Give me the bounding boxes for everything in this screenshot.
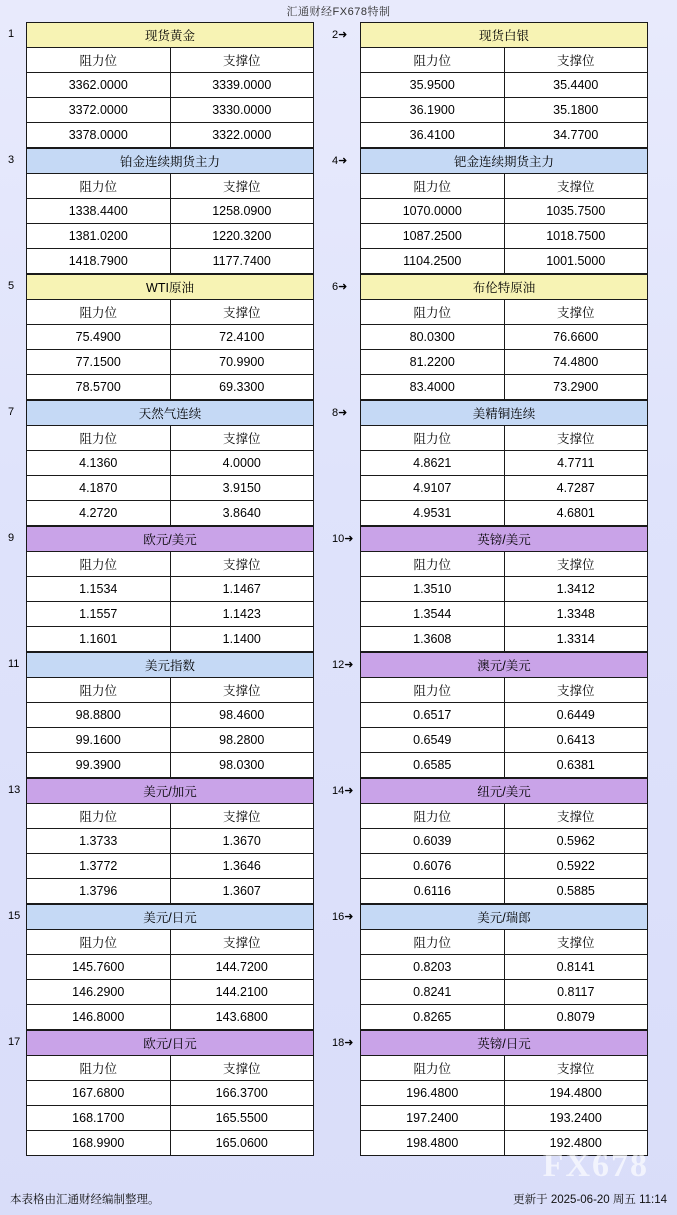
quote-table [360, 778, 648, 904]
support-value: 0.8079 [504, 1005, 648, 1030]
quote-block [6, 778, 314, 904]
support-header: 支撑位 [504, 804, 648, 829]
table-row [27, 123, 314, 148]
support-value: 98.4600 [170, 703, 314, 728]
table-row [27, 501, 314, 526]
table-row [27, 753, 314, 778]
resistance-value: 75.4900 [27, 325, 171, 350]
resistance-value: 4.8621 [361, 451, 505, 476]
resistance-header: 阻力位 [361, 1056, 505, 1081]
support-header: 支撑位 [170, 930, 314, 955]
resistance-value: 0.6585 [361, 753, 505, 778]
resistance-value: 1.1534 [27, 577, 171, 602]
support-value: 35.4400 [504, 73, 648, 98]
instrument-title: 天然气连续 [27, 401, 314, 426]
resistance-value: 168.1700 [27, 1106, 171, 1131]
block-index: 6➜ [332, 281, 348, 293]
resistance-value: 78.5700 [27, 375, 171, 400]
support-value: 1.3412 [504, 577, 648, 602]
table-row [361, 1106, 648, 1131]
support-header: 支撑位 [504, 552, 648, 577]
support-value: 144.2100 [170, 980, 314, 1005]
resistance-value: 0.6116 [361, 879, 505, 904]
resistance-value: 4.2720 [27, 501, 171, 526]
support-value: 1035.7500 [504, 199, 648, 224]
table-row [361, 728, 648, 753]
table-row [27, 879, 314, 904]
table-row [27, 854, 314, 879]
block-index: 5 [8, 280, 15, 292]
support-header: 支撑位 [504, 930, 648, 955]
instrument-title: 纽元/美元 [361, 779, 648, 804]
support-value: 76.6600 [504, 325, 648, 350]
quote-block [6, 1030, 314, 1156]
resistance-value: 77.1500 [27, 350, 171, 375]
block-index: 18➜ [332, 1037, 354, 1049]
quote-table [360, 526, 648, 652]
resistance-value: 1104.2500 [361, 249, 505, 274]
support-value: 0.8117 [504, 980, 648, 1005]
quote-block [330, 904, 648, 1030]
quote-block [6, 148, 314, 274]
resistance-value: 3378.0000 [27, 123, 171, 148]
support-value: 0.6413 [504, 728, 648, 753]
resistance-value: 0.8203 [361, 955, 505, 980]
resistance-header: 阻力位 [361, 426, 505, 451]
instrument-title: 美精铜连续 [361, 401, 648, 426]
support-value: 144.7200 [170, 955, 314, 980]
resistance-value: 145.7600 [27, 955, 171, 980]
quote-table [26, 274, 314, 400]
resistance-value: 1.3510 [361, 577, 505, 602]
table-row [361, 602, 648, 627]
resistance-header: 阻力位 [361, 48, 505, 73]
footer-updated-value: 2025-06-20 周五 11:14 [550, 1194, 667, 1206]
resistance-header: 阻力位 [27, 48, 171, 73]
quote-block [330, 22, 648, 148]
table-row [361, 98, 648, 123]
table-row [27, 980, 314, 1005]
resistance-value: 1.3733 [27, 829, 171, 854]
block-index: 12➜ [332, 659, 354, 671]
block-index: 2➜ [332, 29, 348, 41]
support-header: 支撑位 [170, 426, 314, 451]
table-row [27, 1106, 314, 1131]
table-row [361, 224, 648, 249]
block-index: 10➜ [332, 533, 354, 545]
support-header: 支撑位 [504, 1056, 648, 1081]
quote-block [6, 400, 314, 526]
support-value: 1001.5000 [504, 249, 648, 274]
resistance-header: 阻力位 [361, 930, 505, 955]
resistance-value: 1070.0000 [361, 199, 505, 224]
instrument-title: 澳元/美元 [361, 653, 648, 678]
support-value: 0.6449 [504, 703, 648, 728]
table-row [27, 73, 314, 98]
table-row [361, 829, 648, 854]
resistance-value: 146.2900 [27, 980, 171, 1005]
resistance-value: 99.3900 [27, 753, 171, 778]
resistance-value: 197.2400 [361, 1106, 505, 1131]
table-row [27, 627, 314, 652]
resistance-value: 99.1600 [27, 728, 171, 753]
table-row [27, 1131, 314, 1156]
footer-bar [0, 1183, 677, 1215]
support-value: 1.3314 [504, 627, 648, 652]
resistance-value: 1.1601 [27, 627, 171, 652]
table-row [361, 325, 648, 350]
resistance-header: 阻力位 [361, 552, 505, 577]
table-row [361, 577, 648, 602]
support-value: 3322.0000 [170, 123, 314, 148]
resistance-value: 98.8800 [27, 703, 171, 728]
table-row [361, 451, 648, 476]
quote-table [26, 1030, 314, 1156]
instrument-title: 欧元/美元 [27, 527, 314, 552]
footer-note: 本表格由汇通财经编制整理。 [10, 1194, 160, 1206]
brand-label: 汇通财经FX678特制 [286, 6, 391, 18]
quote-block [330, 400, 648, 526]
quotes-row [6, 274, 671, 400]
quotes-row [6, 652, 671, 778]
instrument-title: 美元/加元 [27, 779, 314, 804]
quote-block [330, 526, 648, 652]
table-row [27, 602, 314, 627]
resistance-header: 阻力位 [361, 300, 505, 325]
table-row [361, 350, 648, 375]
resistance-header: 阻力位 [361, 678, 505, 703]
support-value: 3339.0000 [170, 73, 314, 98]
table-row [361, 703, 648, 728]
support-value: 1.3348 [504, 602, 648, 627]
support-value: 73.2900 [504, 375, 648, 400]
instrument-title: 美元指数 [27, 653, 314, 678]
table-row [27, 325, 314, 350]
table-row [27, 249, 314, 274]
quote-table [360, 904, 648, 1030]
resistance-value: 168.9900 [27, 1131, 171, 1156]
table-row [361, 476, 648, 501]
support-value: 1.3670 [170, 829, 314, 854]
table-row [27, 224, 314, 249]
resistance-value: 83.4000 [361, 375, 505, 400]
resistance-header: 阻力位 [27, 174, 171, 199]
resistance-value: 1.3544 [361, 602, 505, 627]
quotes-row [6, 1030, 671, 1156]
resistance-value: 3362.0000 [27, 73, 171, 98]
support-value: 193.2400 [504, 1106, 648, 1131]
support-value: 1.1467 [170, 577, 314, 602]
quote-table [26, 400, 314, 526]
quote-table [26, 904, 314, 1030]
quote-block [6, 274, 314, 400]
instrument-title: 钯金连续期货主力 [361, 149, 648, 174]
support-value: 143.6800 [170, 1005, 314, 1030]
instrument-title: 现货黄金 [27, 23, 314, 48]
resistance-header: 阻力位 [27, 678, 171, 703]
support-header: 支撑位 [170, 678, 314, 703]
support-value: 3.8640 [170, 501, 314, 526]
support-header: 支撑位 [170, 174, 314, 199]
resistance-value: 1087.2500 [361, 224, 505, 249]
quote-table [360, 22, 648, 148]
support-header: 支撑位 [170, 804, 314, 829]
table-row [27, 1081, 314, 1106]
support-value: 165.0600 [170, 1131, 314, 1156]
resistance-value: 81.2200 [361, 350, 505, 375]
quote-table [26, 778, 314, 904]
quote-block [330, 1030, 648, 1156]
resistance-value: 0.6076 [361, 854, 505, 879]
support-value: 0.5885 [504, 879, 648, 904]
block-index: 11 [8, 658, 20, 670]
resistance-header: 阻力位 [361, 804, 505, 829]
table-row [361, 199, 648, 224]
block-index: 8➜ [332, 407, 348, 419]
quote-table [360, 1030, 648, 1156]
support-header: 支撑位 [504, 48, 648, 73]
table-row [27, 703, 314, 728]
support-header: 支撑位 [170, 48, 314, 73]
block-index: 14➜ [332, 785, 354, 797]
instrument-title: 布伦特原油 [361, 275, 648, 300]
resistance-value: 1.1557 [27, 602, 171, 627]
table-row [361, 879, 648, 904]
table-row [361, 501, 648, 526]
support-value: 166.3700 [170, 1081, 314, 1106]
quote-block [330, 652, 648, 778]
block-index: 1 [8, 28, 15, 40]
resistance-value: 36.4100 [361, 123, 505, 148]
support-value: 72.4100 [170, 325, 314, 350]
footer-updated [513, 1191, 667, 1207]
table-row [361, 249, 648, 274]
support-value: 0.8141 [504, 955, 648, 980]
resistance-header: 阻力位 [27, 804, 171, 829]
table-row [27, 451, 314, 476]
quote-table [360, 652, 648, 778]
table-row [27, 375, 314, 400]
quotes-row [6, 148, 671, 274]
watermark-text: FX678 [542, 1147, 649, 1184]
support-header: 支撑位 [504, 426, 648, 451]
support-header: 支撑位 [170, 552, 314, 577]
support-value: 74.4800 [504, 350, 648, 375]
quote-table [360, 148, 648, 274]
table-row [361, 375, 648, 400]
support-value: 165.5500 [170, 1106, 314, 1131]
resistance-value: 1418.7900 [27, 249, 171, 274]
resistance-header: 阻力位 [27, 426, 171, 451]
support-value: 1.3607 [170, 879, 314, 904]
support-value: 1018.7500 [504, 224, 648, 249]
resistance-header: 阻力位 [361, 174, 505, 199]
footer-updated-prefix: 更新于 [513, 1194, 548, 1206]
resistance-header: 阻力位 [27, 552, 171, 577]
table-row [361, 73, 648, 98]
support-value: 1177.7400 [170, 249, 314, 274]
quote-table [26, 22, 314, 148]
table-row [361, 980, 648, 1005]
quote-table [26, 148, 314, 274]
quotes-row [6, 904, 671, 1030]
instrument-title: 欧元/日元 [27, 1031, 314, 1056]
resistance-value: 1.3796 [27, 879, 171, 904]
quotes-row [6, 526, 671, 652]
quote-table [26, 652, 314, 778]
resistance-header: 阻力位 [27, 930, 171, 955]
support-header: 支撑位 [170, 300, 314, 325]
resistance-value: 1.3772 [27, 854, 171, 879]
resistance-header: 阻力位 [27, 300, 171, 325]
table-row [361, 123, 648, 148]
table-row [361, 753, 648, 778]
table-row [27, 728, 314, 753]
resistance-value: 4.1870 [27, 476, 171, 501]
table-row [361, 955, 648, 980]
resistance-value: 4.1360 [27, 451, 171, 476]
resistance-value: 1338.4400 [27, 199, 171, 224]
resistance-value: 0.8265 [361, 1005, 505, 1030]
support-value: 0.5922 [504, 854, 648, 879]
table-row [361, 1131, 648, 1156]
resistance-value: 4.9107 [361, 476, 505, 501]
block-index: 7 [8, 406, 15, 418]
resistance-value: 0.6039 [361, 829, 505, 854]
quotes-row [6, 778, 671, 904]
resistance-value: 3372.0000 [27, 98, 171, 123]
instrument-title: 英镑/日元 [361, 1031, 648, 1056]
support-value: 0.6381 [504, 753, 648, 778]
support-value: 70.9900 [170, 350, 314, 375]
block-index: 16➜ [332, 911, 354, 923]
support-header: 支撑位 [504, 300, 648, 325]
support-value: 3330.0000 [170, 98, 314, 123]
instrument-title: 铂金连续期货主力 [27, 149, 314, 174]
resistance-value: 196.4800 [361, 1081, 505, 1106]
quotes-row [6, 400, 671, 526]
resistance-value: 36.1900 [361, 98, 505, 123]
instrument-title: 美元/瑞郎 [361, 905, 648, 930]
support-value: 34.7700 [504, 123, 648, 148]
block-index: 9 [8, 532, 15, 544]
support-value: 4.7287 [504, 476, 648, 501]
block-index: 17 [8, 1036, 21, 1048]
table-row [361, 854, 648, 879]
resistance-value: 198.4800 [361, 1131, 505, 1156]
resistance-value: 0.6549 [361, 728, 505, 753]
block-index: 15 [8, 910, 21, 922]
support-value: 194.4800 [504, 1081, 648, 1106]
instrument-title: 美元/日元 [27, 905, 314, 930]
resistance-value: 0.6517 [361, 703, 505, 728]
table-row [27, 955, 314, 980]
quote-table [26, 526, 314, 652]
quote-block [6, 22, 314, 148]
header-brand-bar [0, 0, 677, 22]
block-index: 3 [8, 154, 15, 166]
resistance-value: 35.9500 [361, 73, 505, 98]
block-index: 13 [8, 784, 21, 796]
support-value: 35.1800 [504, 98, 648, 123]
support-value: 4.6801 [504, 501, 648, 526]
support-value: 0.5962 [504, 829, 648, 854]
table-row [361, 1005, 648, 1030]
table-row [27, 1005, 314, 1030]
resistance-value: 146.8000 [27, 1005, 171, 1030]
quote-block [330, 778, 648, 904]
support-value: 69.3300 [170, 375, 314, 400]
instrument-title: WTI原油 [27, 275, 314, 300]
support-value: 1.1423 [170, 602, 314, 627]
support-header: 支撑位 [504, 678, 648, 703]
support-value: 4.0000 [170, 451, 314, 476]
table-row [27, 577, 314, 602]
support-header: 支撑位 [504, 174, 648, 199]
resistance-value: 4.9531 [361, 501, 505, 526]
resistance-header: 阻力位 [27, 1056, 171, 1081]
support-value: 3.9150 [170, 476, 314, 501]
support-header: 支撑位 [170, 1056, 314, 1081]
support-value: 192.4800 [504, 1131, 648, 1156]
resistance-value: 167.6800 [27, 1081, 171, 1106]
table-row [361, 627, 648, 652]
quote-block [6, 652, 314, 778]
instrument-title: 英镑/美元 [361, 527, 648, 552]
table-row [27, 476, 314, 501]
support-value: 1.1400 [170, 627, 314, 652]
support-value: 98.2800 [170, 728, 314, 753]
resistance-value: 1.3608 [361, 627, 505, 652]
quotes-row [6, 22, 671, 148]
table-row [27, 350, 314, 375]
quote-block [6, 526, 314, 652]
table-row [27, 199, 314, 224]
quote-block [330, 274, 648, 400]
block-index: 4➜ [332, 155, 348, 167]
support-value: 1220.3200 [170, 224, 314, 249]
quotes-grid [0, 22, 677, 1156]
quote-table [360, 274, 648, 400]
instrument-title: 现货白银 [361, 23, 648, 48]
table-row [27, 829, 314, 854]
table-row [361, 1081, 648, 1106]
resistance-value: 80.0300 [361, 325, 505, 350]
support-value: 1.3646 [170, 854, 314, 879]
quote-block [330, 148, 648, 274]
resistance-value: 0.8241 [361, 980, 505, 1005]
quote-block [6, 904, 314, 1030]
resistance-value: 1381.0200 [27, 224, 171, 249]
support-value: 1258.0900 [170, 199, 314, 224]
support-value: 98.0300 [170, 753, 314, 778]
support-value: 4.7711 [504, 451, 648, 476]
table-row [27, 98, 314, 123]
quote-table [360, 400, 648, 526]
